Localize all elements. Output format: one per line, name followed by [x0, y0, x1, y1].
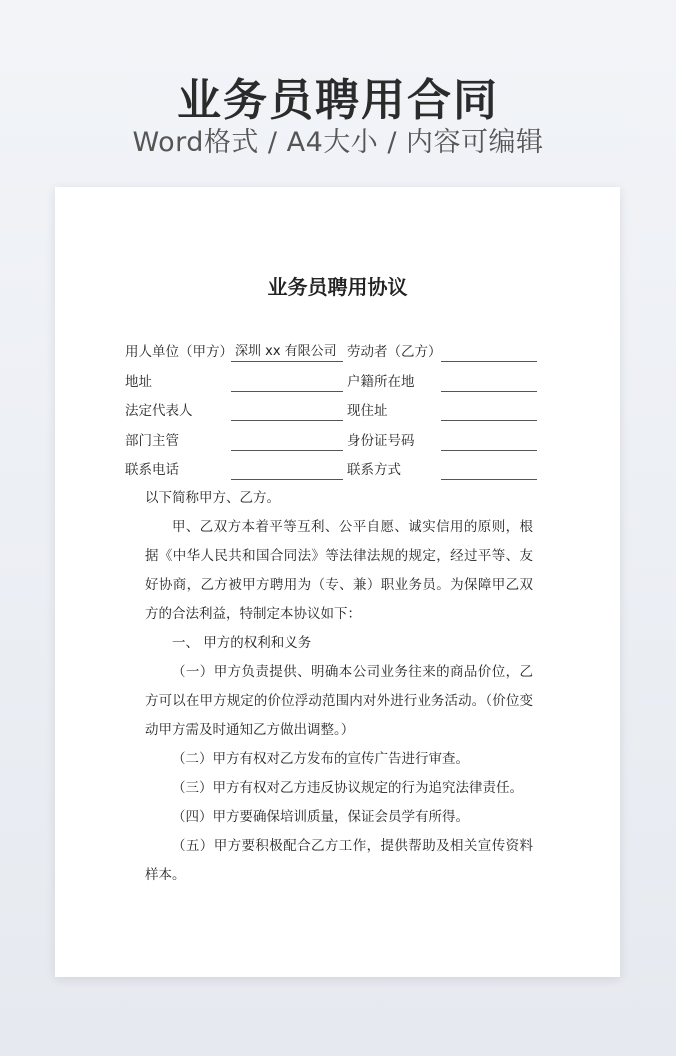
household-register-field[interactable]: [441, 391, 537, 392]
legal-representative-label: 法定代表人: [125, 403, 193, 419]
info-row: [125, 426, 545, 456]
preamble-paragraph: 甲、乙双方本着平等互利、公平自愿、诚实信用的原则，根据《中华人民共和国合同法》等法律法规的规定，经过平等、友好协商，乙方被甲方聘用为（专、兼）职业务员。为保障甲乙双方的合法利益，特制定本协议如下：: [145, 519, 533, 622]
contact-method-field[interactable]: [441, 479, 537, 480]
id-number-label: 身份证号码: [347, 432, 415, 449]
address-field[interactable]: [231, 391, 343, 392]
clause-paragraph: （一）甲方负责提供、明确本公司业务往来的商品价位，乙方可以在甲方规定的价位浮动范围内对外进行业务活动。（价位变动甲方需及时通知乙方做出调整。）: [145, 664, 533, 738]
phone-field[interactable]: [231, 479, 343, 480]
clause-paragraph: （三）甲方有权对乙方违反协议规定的行为追究法律责任。: [172, 780, 523, 796]
household-register-label: 户籍所在地: [347, 373, 415, 390]
address-label: 地址: [125, 373, 152, 390]
employer-underline: [231, 361, 343, 362]
clause-paragraph: （四）甲方要确保培训质量，保证会员学有所得。: [172, 809, 469, 825]
contract-body: [145, 484, 533, 890]
current-address-label: 现住址: [347, 403, 388, 419]
employer-value[interactable]: 深圳 xx 有限公司: [235, 344, 337, 359]
intro-paragraph: 以下简称甲方、乙方。: [145, 490, 280, 506]
id-number-field[interactable]: [441, 450, 537, 451]
employee-field[interactable]: [441, 361, 537, 362]
department-manager-field[interactable]: [231, 450, 343, 451]
clause-paragraph: （五）甲方要积极配合乙方工作，提供帮助及相关宣传资料样本。: [145, 838, 533, 883]
section-heading: 一、 甲方的权利和义务: [172, 635, 312, 651]
party-info-table: [125, 337, 545, 485]
info-row: [125, 396, 545, 426]
contact-method-label: 联系方式: [347, 462, 401, 478]
employer-label: 用人单位（甲方）: [125, 344, 233, 360]
info-row: [125, 367, 545, 397]
department-manager-label: 部门主管: [125, 432, 179, 449]
employee-label: 劳动者（乙方）: [347, 344, 442, 360]
legal-representative-field[interactable]: [231, 420, 343, 421]
current-address-field[interactable]: [441, 420, 537, 421]
info-row: [125, 455, 545, 485]
phone-label: 联系电话: [125, 462, 179, 478]
banner-subtitle: Word格式 / A4大小 / 内容可编辑: [132, 127, 544, 158]
document-title: 业务员聘用协议: [267, 275, 408, 299]
info-row: [125, 337, 545, 367]
document-page: [55, 187, 620, 977]
clause-paragraph: （二）甲方有权对乙方发布的宣传广告进行审查。: [172, 751, 469, 767]
banner-title: 业务员聘用合同: [177, 75, 499, 126]
